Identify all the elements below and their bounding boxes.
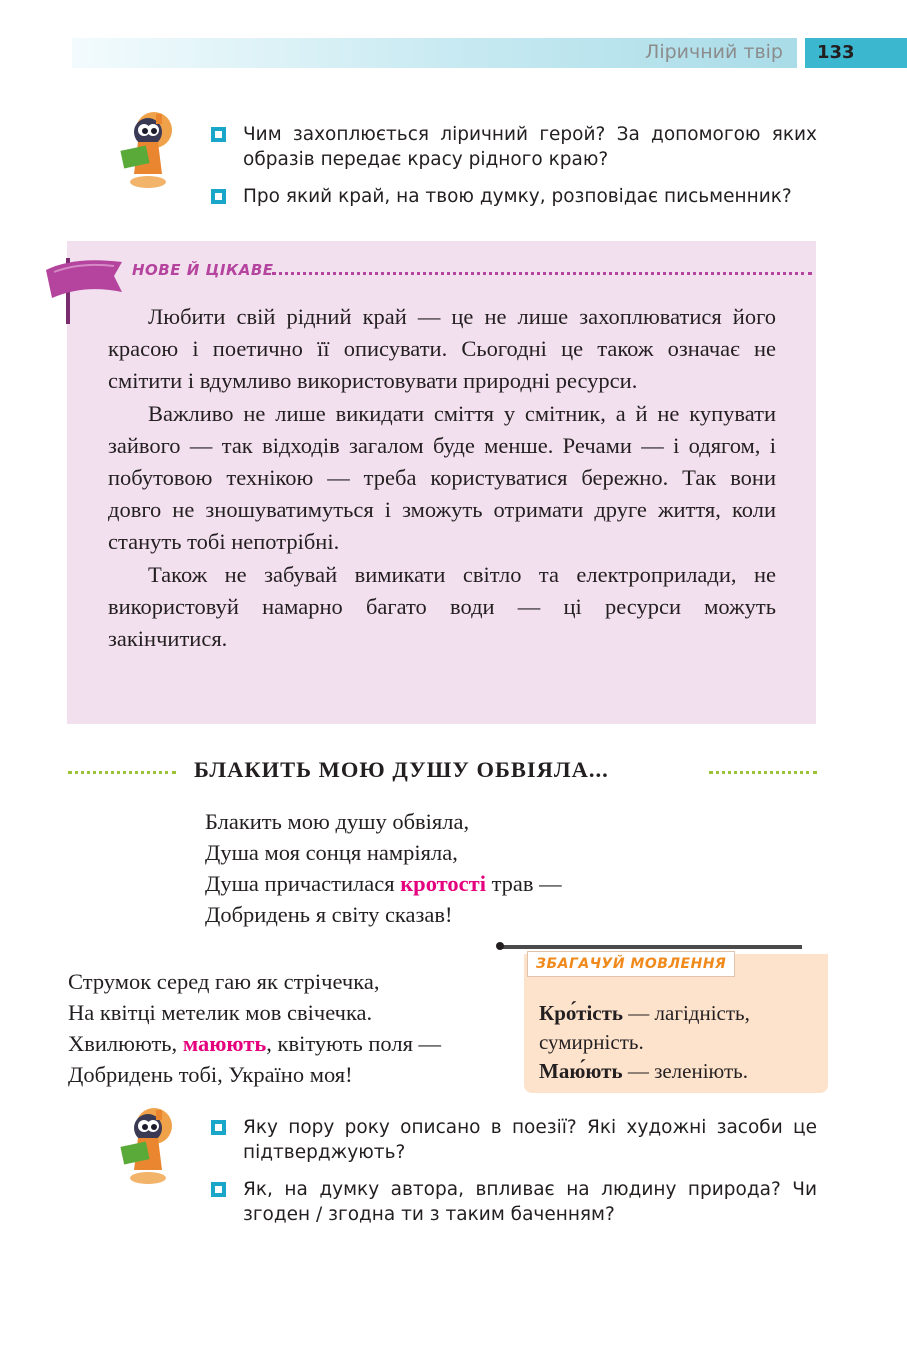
- question-item: [211, 184, 817, 209]
- poem-stanza-2: [68, 966, 441, 1090]
- question-text: Як, на думку автора, впливає на людину природа? Чи згоден / згодна ти з таким баченням?: [243, 1179, 817, 1225]
- poem-line: Душа причастилася кротості трав —: [205, 871, 562, 896]
- info-paragraph: Любити свій рідний край — це не лише захоплюватися його красою і поетично її описувати. Сьогодні це також означає не смітити і вдумливо використовувати природні ресурси.: [108, 304, 776, 394]
- header-bar: [72, 38, 797, 68]
- pin-line: [498, 945, 802, 949]
- poem-title: БЛАКИТЬ МОЮ ДУШУ ОБВІЯЛА...: [194, 757, 609, 782]
- square-bullet-icon: [211, 189, 226, 204]
- vocabulary-entry: Кро́тість — лагідність, сумирність.: [539, 1001, 750, 1054]
- poem-line: Хвилюють, маюють, квітують поля —: [68, 1031, 442, 1056]
- mascot-reading-icon: [118, 1104, 178, 1188]
- dotted-divider: [68, 771, 176, 774]
- page-number: 133: [805, 38, 907, 68]
- square-bullet-icon: [211, 127, 226, 142]
- poem-line: Добридень я світу сказав!: [205, 902, 453, 927]
- question-list-2: [211, 1115, 817, 1239]
- highlighted-word: маюють: [182, 1031, 267, 1056]
- info-paragraph: Важливо не лише викидати сміття у смітник, а й не купувати зайвого — так відходів загалом буде менше. Речами — і одягом, і побутовою технікою — треба користуватися бережно. Так вони довго не зношуватимуться і зможуть отримати друге життя, коли стануть тобі непотрібні.: [108, 400, 776, 555]
- question-text: Яку пору року описано в поезії? Які художні засоби це підтверджують?: [243, 1117, 817, 1163]
- mascot-reading-icon: [118, 108, 178, 192]
- question-item: [211, 1115, 817, 1165]
- question-item: [211, 122, 817, 172]
- info-box-text: [108, 301, 776, 655]
- poem-line: Добридень тобі, Україно моя!: [68, 1062, 353, 1087]
- vocabulary-term: Кро́тість: [539, 1001, 624, 1025]
- poem-line: Душа моя сонця намріяла,: [205, 840, 458, 865]
- highlighted-word: кротості: [400, 871, 486, 896]
- poem-stanza-1: [205, 806, 562, 930]
- dotted-divider: [709, 771, 817, 774]
- poem-line: Струмок серед гаю як стрічечка,: [68, 969, 380, 994]
- info-paragraph: Також не забувай вимикати світло та електроприлади, не використовуй намарно багато води — ці ресурси можуть закінчитися.: [108, 561, 776, 652]
- vocabulary-body: [539, 999, 819, 1086]
- question-list-1: [211, 122, 817, 221]
- vocabulary-entry: Маю́ють — зеленіють.: [539, 1059, 748, 1083]
- poem-line: Блакить мою душу обвіяла,: [205, 809, 470, 834]
- section-title: Ліричний твір: [645, 41, 783, 63]
- question-text: Про який край, на твою думку, розповідає письменник?: [243, 186, 792, 207]
- question-text: Чим захоплюється ліричний герой? За допомогою яких образів передає красу рідного краю?: [243, 124, 817, 170]
- square-bullet-icon: [211, 1182, 226, 1197]
- vocabulary-term: Маю́ють: [539, 1059, 623, 1083]
- dotted-divider: [272, 272, 812, 275]
- vocabulary-title: ЗБАГАЧУЙ МОВЛЕННЯ: [527, 951, 735, 977]
- info-box-title: НОВЕ Й ЦІКАВЕ: [132, 261, 274, 279]
- poem-line: На квітці метелик мов свічечка.: [68, 1000, 373, 1025]
- question-item: [211, 1177, 817, 1227]
- square-bullet-icon: [211, 1120, 226, 1135]
- poem-title-row: [68, 757, 817, 787]
